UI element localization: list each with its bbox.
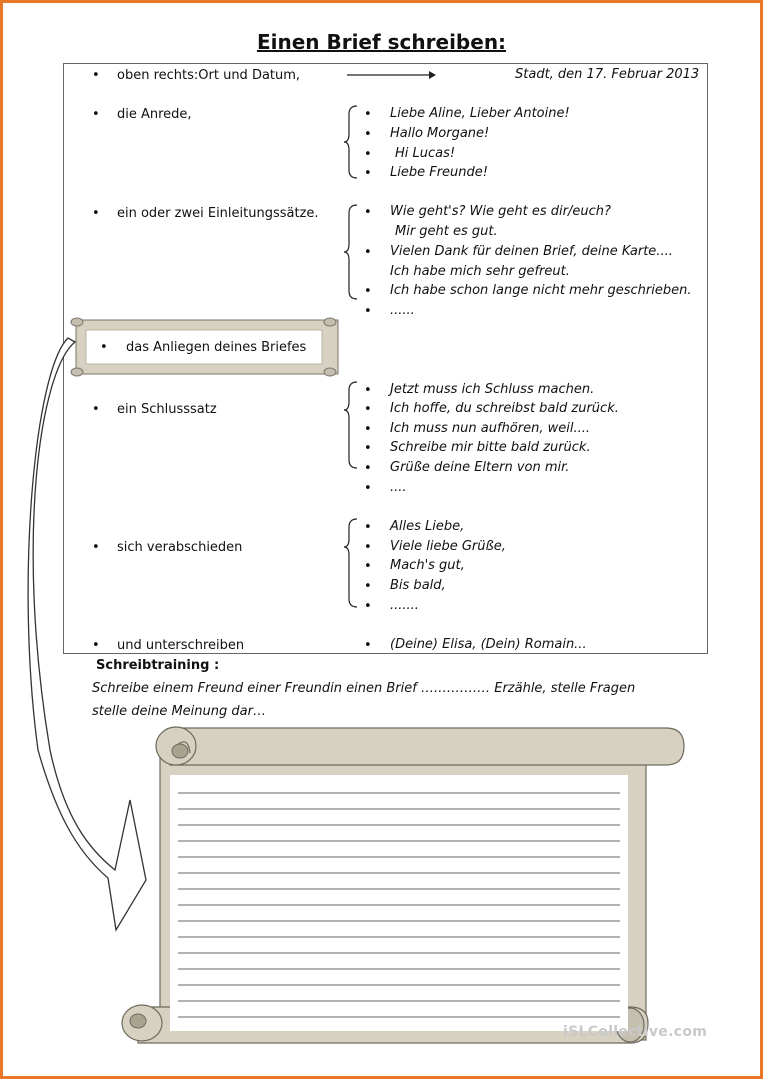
example-item: Hi Lucas! bbox=[395, 146, 456, 161]
section-label: die Anrede, bbox=[117, 107, 192, 122]
example-item: ....... bbox=[390, 598, 419, 613]
bullet: • bbox=[364, 284, 372, 299]
bullet: • bbox=[364, 205, 372, 220]
training-instruction: stelle deine Meinung dar… bbox=[92, 704, 266, 719]
bullet: • bbox=[364, 166, 372, 181]
bullet: • bbox=[364, 304, 372, 319]
example-item: Ich habe schon lange nicht mehr geschrieben. bbox=[390, 283, 692, 298]
bullet: • bbox=[364, 599, 372, 614]
bullet: • bbox=[364, 147, 372, 162]
example-item: Schreibe mir bitte bald zurück. bbox=[390, 440, 591, 455]
bullet: • bbox=[92, 107, 100, 122]
bullet: • bbox=[364, 559, 372, 574]
bullet: • bbox=[92, 68, 100, 83]
example-item: Ich habe mich sehr gefreut. bbox=[390, 264, 570, 279]
brace-icon bbox=[343, 104, 359, 180]
arrow-right-icon bbox=[345, 68, 437, 82]
brace-icon bbox=[343, 517, 359, 609]
section-label: ein oder zwei Einleitungssätze. bbox=[117, 206, 319, 221]
bullet: • bbox=[364, 245, 372, 260]
example-item: (Deine) Elisa, (Dein) Romain... bbox=[390, 637, 587, 652]
bullet: • bbox=[364, 107, 372, 122]
example-item: Alles Liebe, bbox=[390, 519, 465, 534]
bullet: • bbox=[92, 206, 100, 221]
bullet: • bbox=[364, 461, 372, 476]
bullet: • bbox=[364, 402, 372, 417]
example-item: Mir geht es gut. bbox=[395, 224, 498, 239]
example-item: .... bbox=[390, 480, 407, 495]
section-label: ein Schlusssatz bbox=[117, 402, 217, 417]
example-item: Hallo Morgane! bbox=[390, 126, 490, 141]
page-title: Einen Brief schreiben: bbox=[256, 30, 507, 54]
example-item: Ich hoffe, du schreibst bald zurück. bbox=[390, 401, 619, 416]
bullet: • bbox=[364, 579, 372, 594]
bullet: • bbox=[92, 540, 100, 555]
brace-icon bbox=[343, 380, 359, 470]
example-item: Viele liebe Grüße, bbox=[390, 539, 506, 554]
bullet: • bbox=[100, 340, 108, 355]
example-item: Mach's gut, bbox=[390, 558, 465, 573]
bullet: • bbox=[364, 441, 372, 456]
example-item: Ich muss nun aufhören, weil.... bbox=[390, 421, 590, 436]
section-label: das Anliegen deines Briefes bbox=[126, 340, 307, 355]
brace-icon bbox=[343, 203, 359, 301]
ruled-lines bbox=[170, 775, 628, 1031]
bullet: • bbox=[92, 638, 100, 653]
example-item: Liebe Freunde! bbox=[390, 165, 488, 180]
section-label: sich verabschieden bbox=[117, 540, 243, 555]
bullet: • bbox=[364, 383, 372, 398]
bullet: • bbox=[364, 638, 372, 653]
example-item: Liebe Aline, Lieber Antoine! bbox=[390, 106, 570, 121]
bullet: • bbox=[92, 402, 100, 417]
bullet: • bbox=[364, 540, 372, 555]
section-label: und unterschreiben bbox=[117, 638, 245, 653]
watermark: iSLCollective.com bbox=[563, 1024, 708, 1040]
example-item: ...... bbox=[390, 303, 415, 318]
example-date: Stadt, den 17. Februar 2013 bbox=[515, 67, 700, 82]
section-label: oben rechts:Ort und Datum, bbox=[117, 68, 301, 83]
example-item: Wie geht's? Wie geht es dir/euch? bbox=[390, 204, 611, 219]
example-item: Vielen Dank für deinen Brief, deine Karte.... bbox=[390, 244, 673, 259]
example-item: Jetzt muss ich Schluss machen. bbox=[390, 382, 595, 397]
bullet: • bbox=[364, 127, 372, 142]
bullet: • bbox=[364, 520, 372, 535]
training-heading: Schreibtraining : bbox=[96, 658, 220, 673]
bullet: • bbox=[364, 481, 372, 496]
example-item: Grüße deine Eltern von mir. bbox=[390, 460, 570, 475]
example-item: Bis bald, bbox=[390, 578, 446, 593]
writing-paper[interactable] bbox=[170, 775, 628, 1031]
training-instruction: Schreibe einem Freund einer Freundin einen Brief ….………… Erzähle, stelle Fragen bbox=[92, 681, 636, 696]
bullet: • bbox=[364, 422, 372, 437]
